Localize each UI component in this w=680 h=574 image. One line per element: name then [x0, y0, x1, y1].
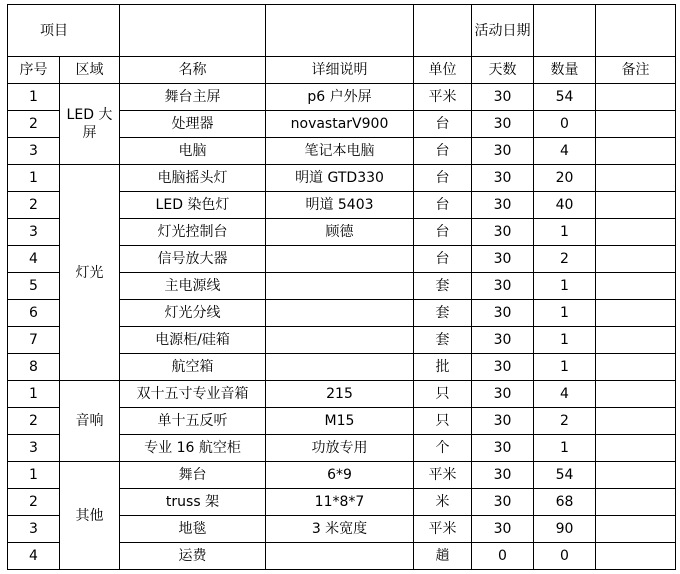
item-name: 灯光分线 [120, 300, 266, 327]
item-name: 地毯 [120, 516, 266, 543]
item-qty: 54 [534, 84, 596, 111]
item-days: 30 [472, 84, 534, 111]
item-days: 30 [472, 354, 534, 381]
row-no: 4 [8, 246, 60, 273]
item-note [596, 273, 676, 300]
item-days: 30 [472, 516, 534, 543]
table-row [8, 165, 676, 192]
item-name: 处理器 [120, 111, 266, 138]
item-note [596, 300, 676, 327]
activity-days-label: 活动日期 [472, 5, 534, 57]
item-name: 电源柜/硅箱 [120, 327, 266, 354]
row-no: 4 [8, 543, 60, 570]
item-qty: 4 [534, 138, 596, 165]
item-unit: 趟 [414, 543, 472, 570]
item-unit: 台 [414, 165, 472, 192]
item-days: 30 [472, 138, 534, 165]
blank-cell [596, 5, 676, 57]
item-detail: 11*8*7 [266, 489, 414, 516]
header-note: 备注 [596, 57, 676, 84]
item-note [596, 435, 676, 462]
item-name: truss 架 [120, 489, 266, 516]
item-note [596, 543, 676, 570]
item-days: 30 [472, 219, 534, 246]
row-no: 6 [8, 300, 60, 327]
item-detail [266, 300, 414, 327]
blank-cell [120, 5, 266, 57]
header-row [8, 57, 676, 84]
region-cell: LED 大屏 [60, 84, 120, 165]
item-qty: 0 [534, 111, 596, 138]
row-no: 2 [8, 408, 60, 435]
project-label: 项目 [8, 5, 120, 57]
item-detail [266, 543, 414, 570]
item-qty: 2 [534, 408, 596, 435]
item-unit: 台 [414, 219, 472, 246]
header-no: 序号 [8, 57, 60, 84]
item-detail [266, 246, 414, 273]
item-name: 舞台 [120, 462, 266, 489]
item-qty: 68 [534, 489, 596, 516]
item-unit: 套 [414, 327, 472, 354]
item-qty: 1 [534, 300, 596, 327]
item-days: 30 [472, 408, 534, 435]
item-detail: 3 米宽度 [266, 516, 414, 543]
item-qty: 1 [534, 354, 596, 381]
row-no: 1 [8, 84, 60, 111]
item-unit: 平米 [414, 84, 472, 111]
item-note [596, 192, 676, 219]
item-name: 航空箱 [120, 354, 266, 381]
item-days: 30 [472, 462, 534, 489]
item-unit: 米 [414, 489, 472, 516]
item-note [596, 408, 676, 435]
item-unit: 台 [414, 111, 472, 138]
row-no: 5 [8, 273, 60, 300]
header-detail: 详细说明 [266, 57, 414, 84]
row-no: 3 [8, 435, 60, 462]
row-no: 1 [8, 165, 60, 192]
item-note [596, 165, 676, 192]
item-unit: 台 [414, 246, 472, 273]
header-days: 天数 [472, 57, 534, 84]
item-detail: 215 [266, 381, 414, 408]
item-unit: 套 [414, 273, 472, 300]
item-qty: 54 [534, 462, 596, 489]
item-days: 30 [472, 381, 534, 408]
item-qty: 2 [534, 246, 596, 273]
item-qty: 40 [534, 192, 596, 219]
row-no: 2 [8, 192, 60, 219]
item-note [596, 381, 676, 408]
row-no: 8 [8, 354, 60, 381]
item-name: 专业 16 航空柜 [120, 435, 266, 462]
item-note [596, 111, 676, 138]
item-name: 双十五寸专业音箱 [120, 381, 266, 408]
item-note [596, 246, 676, 273]
item-days: 30 [472, 300, 534, 327]
title-row [8, 5, 676, 57]
item-unit: 台 [414, 138, 472, 165]
item-detail: 6*9 [266, 462, 414, 489]
item-detail: 功放专用 [266, 435, 414, 462]
item-unit: 个 [414, 435, 472, 462]
blank-cell [266, 5, 414, 57]
header-region: 区域 [60, 57, 120, 84]
row-no: 7 [8, 327, 60, 354]
item-qty: 1 [534, 219, 596, 246]
item-days: 30 [472, 435, 534, 462]
item-detail: 明道 GTD330 [266, 165, 414, 192]
row-no: 3 [8, 516, 60, 543]
item-days: 30 [472, 273, 534, 300]
item-note [596, 462, 676, 489]
row-no: 3 [8, 219, 60, 246]
item-qty: 1 [534, 435, 596, 462]
header-unit: 单位 [414, 57, 472, 84]
item-detail: M15 [266, 408, 414, 435]
item-name: LED 染色灯 [120, 192, 266, 219]
item-days: 30 [472, 165, 534, 192]
item-days: 30 [472, 489, 534, 516]
row-no: 2 [8, 489, 60, 516]
item-unit: 平米 [414, 516, 472, 543]
item-qty: 1 [534, 327, 596, 354]
region-cell: 灯光 [60, 165, 120, 381]
item-note [596, 327, 676, 354]
item-qty: 90 [534, 516, 596, 543]
item-days: 30 [472, 246, 534, 273]
item-name: 电脑 [120, 138, 266, 165]
row-no: 1 [8, 381, 60, 408]
item-days: 0 [472, 543, 534, 570]
row-no: 2 [8, 111, 60, 138]
item-note [596, 219, 676, 246]
item-qty: 0 [534, 543, 596, 570]
item-unit: 台 [414, 192, 472, 219]
item-note [596, 354, 676, 381]
header-name: 名称 [120, 57, 266, 84]
item-name: 灯光控制台 [120, 219, 266, 246]
item-qty: 4 [534, 381, 596, 408]
item-unit: 只 [414, 381, 472, 408]
item-name: 单十五反听 [120, 408, 266, 435]
item-name: 运费 [120, 543, 266, 570]
item-detail [266, 354, 414, 381]
item-name: 主电源线 [120, 273, 266, 300]
table-row [8, 381, 676, 408]
region-cell: 音响 [60, 381, 120, 462]
item-qty: 1 [534, 273, 596, 300]
item-detail: novastarV900 [266, 111, 414, 138]
item-days: 30 [472, 327, 534, 354]
item-qty: 20 [534, 165, 596, 192]
item-name: 舞台主屏 [120, 84, 266, 111]
item-days: 30 [472, 111, 534, 138]
item-name: 信号放大器 [120, 246, 266, 273]
table-row [8, 462, 676, 489]
item-name: 电脑摇头灯 [120, 165, 266, 192]
item-note [596, 138, 676, 165]
item-unit: 只 [414, 408, 472, 435]
item-detail [266, 273, 414, 300]
item-detail: 明道 5403 [266, 192, 414, 219]
item-detail: p6 户外屏 [266, 84, 414, 111]
item-note [596, 516, 676, 543]
item-note [596, 489, 676, 516]
item-note [596, 84, 676, 111]
item-detail: 顾德 [266, 219, 414, 246]
item-unit: 批 [414, 354, 472, 381]
item-days: 30 [472, 192, 534, 219]
table-row [8, 84, 676, 111]
item-detail [266, 327, 414, 354]
item-detail: 笔记本电脑 [266, 138, 414, 165]
region-cell: 其他 [60, 462, 120, 570]
blank-cell [414, 5, 472, 57]
row-no: 1 [8, 462, 60, 489]
item-unit: 平米 [414, 462, 472, 489]
row-no: 3 [8, 138, 60, 165]
header-qty: 数量 [534, 57, 596, 84]
item-unit: 套 [414, 300, 472, 327]
equipment-table [7, 4, 676, 570]
blank-cell [534, 5, 596, 57]
